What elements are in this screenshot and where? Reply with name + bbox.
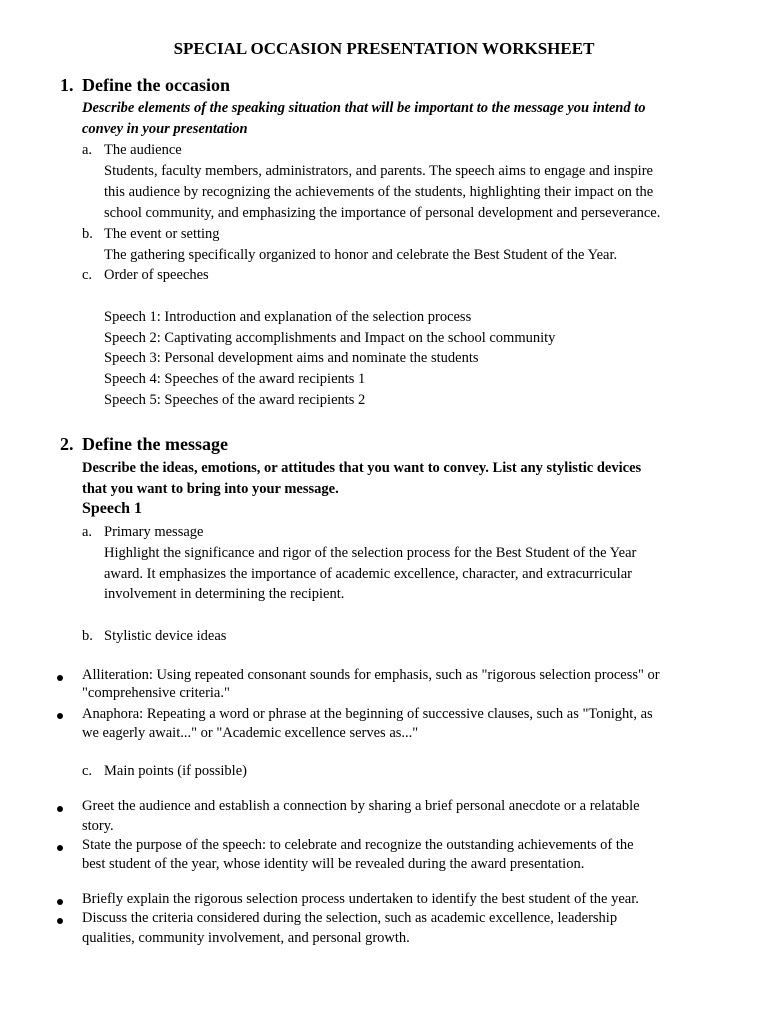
item-marker: a. bbox=[82, 524, 93, 540]
event-label: The event or setting bbox=[104, 226, 220, 242]
speech-label: Speech 1 bbox=[82, 500, 142, 517]
stylistic-bullet-line: Anaphora: Repeating a word or phrase at the beginning of successive clauses, such as "Tonight, as bbox=[82, 706, 653, 722]
bullet-icon bbox=[57, 899, 63, 905]
bullet-icon bbox=[57, 918, 63, 924]
event-text: The gathering specifically organized to honor and celebrate the Best Student of the Year. bbox=[104, 247, 618, 263]
order-label: Order of speeches bbox=[104, 267, 209, 283]
audience-label: The audience bbox=[104, 142, 182, 158]
stylistic-bullet-line: we eagerly await..." or "Academic excellence serves as..." bbox=[82, 725, 419, 741]
item-marker: c. bbox=[82, 267, 93, 283]
stylistic-label: Stylistic device ideas bbox=[104, 628, 227, 644]
page-title: SPECIAL OCCASION PRESENTATION WORKSHEET bbox=[173, 39, 595, 58]
speech-order-item: Speech 3: Personal development aims and nominate the students bbox=[104, 350, 479, 366]
main-point-line: Briefly explain the rigorous selection process undertaken to identify the best student of the year. bbox=[82, 891, 639, 907]
main-points-label: Main points (if possible) bbox=[104, 763, 247, 779]
speech-order-item: Speech 2: Captivating accomplishments and Impact on the school community bbox=[104, 330, 556, 346]
audience-text-line: this audience by recognizing the achievements of the students, highlighting their impact on the bbox=[104, 184, 654, 200]
primary-message-line: Highlight the significance and rigor of the selection process for the Best Student of the Year bbox=[104, 545, 637, 561]
main-point-line: best student of the year, whose identity will be revealed during the award presentation. bbox=[82, 856, 585, 872]
item-marker: b. bbox=[82, 226, 93, 242]
main-point-line: Greet the audience and establish a connection by sharing a brief personal anecdote or a relatable bbox=[82, 798, 640, 814]
bullet-icon bbox=[57, 675, 63, 681]
primary-message-line: involvement in determining the recipient. bbox=[104, 586, 345, 602]
main-point-line: story. bbox=[82, 818, 114, 834]
bullet-icon bbox=[57, 845, 63, 851]
section-2-heading: Define the message bbox=[82, 434, 228, 454]
stylistic-bullet-line: Alliteration: Using repeated consonant sounds for emphasis, such as "rigorous selection process" or bbox=[82, 667, 660, 683]
item-marker: c. bbox=[82, 763, 93, 779]
section-2-instruction-line: that you want to bring into your message. bbox=[82, 481, 339, 497]
bullet-icon bbox=[57, 713, 63, 719]
section-1-number: 1. bbox=[60, 75, 74, 95]
audience-text-line: school community, and emphasizing the importance of personal development and perseverance. bbox=[104, 205, 661, 221]
primary-message-line: award. It emphasizes the importance of academic excellence, character, and extracurricular bbox=[104, 566, 632, 582]
audience-text-line: Students, faculty members, administrators, and parents. The speech aims to engage and inspire bbox=[104, 163, 653, 179]
speech-order-item: Speech 5: Speeches of the award recipients 2 bbox=[104, 392, 366, 408]
item-marker: b. bbox=[82, 628, 93, 644]
main-point-line: State the purpose of the speech: to celebrate and recognize the outstanding achievements of the bbox=[82, 837, 634, 853]
bullet-icon bbox=[57, 806, 63, 812]
stylistic-bullet-line: "comprehensive criteria." bbox=[82, 685, 230, 701]
section-1-instruction-line: Describe elements of the speaking situation that will be important to the message you intend to bbox=[82, 100, 646, 116]
primary-message-label: Primary message bbox=[104, 524, 204, 540]
section-1-heading: Define the occasion bbox=[82, 75, 230, 95]
section-1-instruction-line: convey in your presentation bbox=[82, 121, 248, 137]
main-point-line: qualities, community involvement, and personal growth. bbox=[82, 930, 410, 946]
speech-order-item: Speech 1: Introduction and explanation of the selection process bbox=[104, 309, 472, 325]
item-marker: a. bbox=[82, 142, 93, 158]
speech-order-item: Speech 4: Speeches of the award recipients 1 bbox=[104, 371, 366, 387]
main-point-line: Discuss the criteria considered during the selection, such as academic excellence, leadership bbox=[82, 910, 618, 926]
section-2-instruction-line: Describe the ideas, emotions, or attitudes that you want to convey. List any stylistic devices bbox=[82, 460, 642, 476]
section-2-number: 2. bbox=[60, 434, 74, 454]
